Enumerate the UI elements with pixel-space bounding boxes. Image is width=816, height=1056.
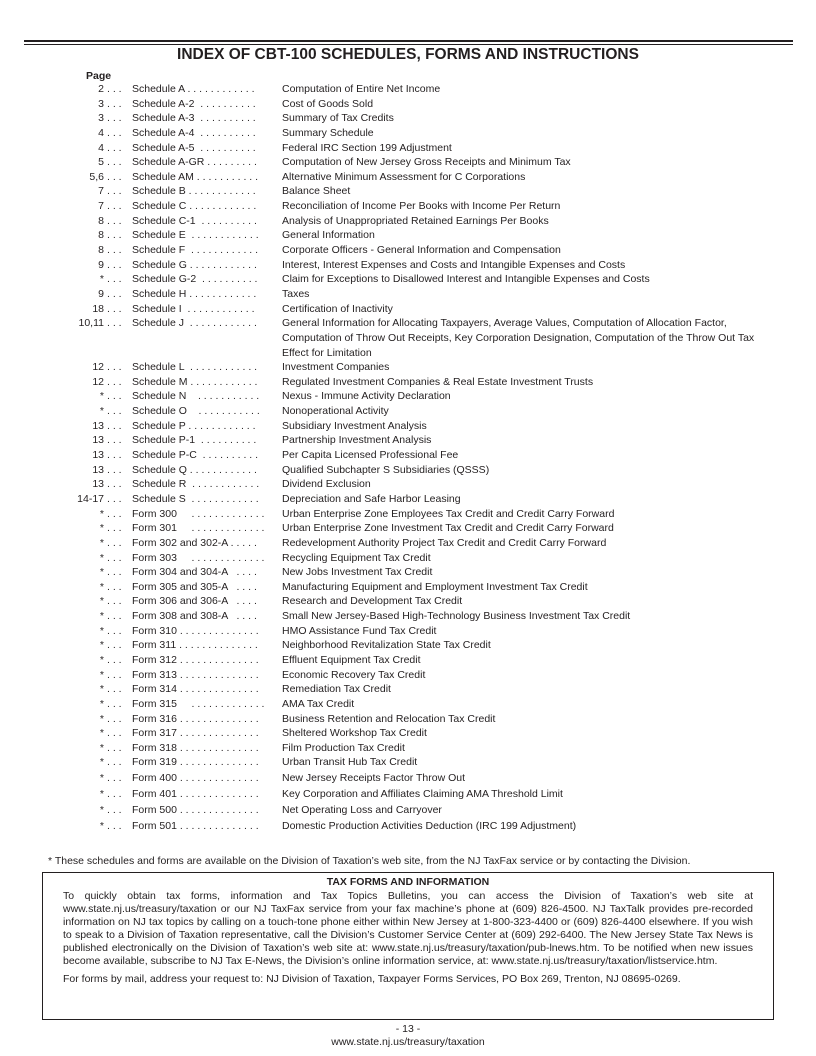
row-page: * xyxy=(99,639,104,652)
index-row xyxy=(0,82,816,97)
index-row xyxy=(0,199,816,214)
row-name: Schedule R . . . . . . . . . . . . xyxy=(132,478,260,491)
row-page: * xyxy=(99,668,104,681)
index-row xyxy=(0,448,816,463)
row-leader: . . . xyxy=(107,536,122,549)
index-row xyxy=(0,170,816,185)
row-name: Form 316 . . . . . . . . . . . . . . xyxy=(132,712,259,725)
row-description: Dividend Exclusion xyxy=(282,478,371,491)
row-name: Schedule Q . . . . . . . . . . . . xyxy=(132,463,257,476)
row-description: Urban Enterprise Zone Investment Tax Credit and Credit Carry Forward xyxy=(282,522,614,535)
row-page: 13 xyxy=(92,419,104,432)
row-description: Alternative Minimum Assessment for C Corporations xyxy=(282,170,526,183)
row-page: * xyxy=(99,803,104,816)
row-name: Schedule I . . . . . . . . . . . . xyxy=(132,302,255,315)
row-name: Schedule J . . . . . . . . . . . . xyxy=(132,317,257,330)
row-description: Cost of Goods Sold xyxy=(282,97,374,110)
row-name: Form 313 . . . . . . . . . . . . . . xyxy=(132,668,259,681)
row-name: Form 302 and 302-A . . . . . xyxy=(132,536,257,549)
row-name: Schedule C-1 . . . . . . . . . . xyxy=(132,214,257,227)
row-leader: . . . xyxy=(107,287,122,300)
row-page: * xyxy=(99,756,104,769)
footer-url: www.state.nj.us/treasury/taxation xyxy=(331,1036,485,1048)
row-name: Form 304 and 304-A . . . . xyxy=(132,566,257,579)
row-leader: . . . xyxy=(107,522,122,535)
row-leader: . . . xyxy=(107,756,122,769)
row-name: Schedule P . . . . . . . . . . . . xyxy=(132,419,256,432)
row-description: Economic Recovery Tax Credit xyxy=(282,668,426,681)
index-row xyxy=(0,433,816,448)
info-paragraph: To quickly obtain tax forms, information and Tax Topics Bulletins, you can access the Division of Taxation’s web site at www.state.nj.us/treasury/taxation or our NJ TaxFax service from your fax machine’s phone at (609) 826-4500. NJ TaxTalk provides pre-recorded information on NJ tax topics by calling on a touch-tone phone either within New Jersey at 1-800-323-4400 or (609) 826-4400 elsewhere. If you wish to speak to a Division of Taxation representative, call the Division’s Customer Service Center at (609) 292-6400. The New Jersey State Tax News is published electronically on the Division of Taxation’s web site at: www.state.nj.us/treasury/taxation/pub-lnews.htm. To be notified when new issues become available, subscribe to NJ Tax E-News, the Division’s online information service, at: www.state.nj.us/treasury/taxation/listservice.htm. xyxy=(63,890,753,968)
row-description: Certification of Inactivity xyxy=(282,302,393,315)
row-leader: . . . xyxy=(107,741,122,754)
row-description: New Jersey Receipts Factor Throw Out xyxy=(282,772,466,785)
page-number: - 13 - xyxy=(395,1023,421,1035)
index-row xyxy=(0,819,816,835)
index-row xyxy=(0,360,816,375)
row-leader: . . . xyxy=(107,405,122,418)
row-page: * xyxy=(99,788,104,801)
row-leader: . . . xyxy=(107,141,122,154)
row-leader: . . . xyxy=(107,819,122,832)
row-name: Schedule G-2 . . . . . . . . . . xyxy=(132,273,258,286)
row-name: Schedule F . . . . . . . . . . . . xyxy=(132,244,259,257)
index-row xyxy=(0,594,816,609)
row-leader: . . . xyxy=(107,185,122,198)
row-name: Schedule B . . . . . . . . . . . . xyxy=(132,185,256,198)
row-description: Research and Development Tax Credit xyxy=(282,595,463,608)
row-leader: . . . xyxy=(107,273,122,286)
row-page: 7 xyxy=(98,200,104,213)
row-name: Schedule S . . . . . . . . . . . . xyxy=(132,492,259,505)
row-page: * xyxy=(99,624,104,637)
index-row xyxy=(0,668,816,683)
row-description: Computation of New Jersey Gross Receipts and Minimum Tax xyxy=(282,156,571,169)
row-description: Corporate Officers - General Information and Compensation xyxy=(282,244,561,257)
row-name: Form 315 . . . . . . . . . . . . . xyxy=(132,697,265,710)
index-row xyxy=(0,419,816,434)
index-row xyxy=(0,258,816,273)
row-description: Urban Enterprise Zone Employees Tax Credit and Credit Carry Forward xyxy=(282,507,615,520)
index-row xyxy=(0,184,816,199)
row-page: 9 xyxy=(98,258,104,271)
index-row xyxy=(0,609,816,624)
index-row xyxy=(0,787,816,803)
row-leader: . . . xyxy=(107,610,122,623)
row-page: 13 xyxy=(92,463,104,476)
row-name: Schedule AM . . . . . . . . . . . xyxy=(132,170,259,183)
row-page: * xyxy=(99,536,104,549)
row-leader: . . . xyxy=(107,551,122,564)
info-box-title: TAX FORMS AND INFORMATION xyxy=(326,876,490,888)
index-row xyxy=(0,492,816,507)
row-leader: . . . xyxy=(107,97,122,110)
index-row xyxy=(0,214,816,229)
row-name: Schedule C . . . . . . . . . . . . xyxy=(132,200,257,213)
row-leader: . . . xyxy=(107,244,122,257)
index-row xyxy=(0,712,816,727)
index-row xyxy=(0,155,816,170)
row-leader: . . . xyxy=(107,375,122,388)
row-leader: . . . xyxy=(107,170,122,183)
row-page: * xyxy=(99,683,104,696)
page-column-header: Page xyxy=(86,70,112,82)
row-name: Form 400 . . . . . . . . . . . . . . xyxy=(132,772,259,785)
row-description: Effluent Equipment Tax Credit xyxy=(282,654,421,666)
index-row xyxy=(0,771,816,787)
row-name: Form 311 . . . . . . . . . . . . . . xyxy=(132,639,258,652)
row-name: Form 319 . . . . . . . . . . . . . . xyxy=(132,756,259,769)
row-leader: . . . xyxy=(107,803,122,816)
row-page: 12 xyxy=(92,361,104,374)
row-name: Schedule H . . . . . . . . . . . . xyxy=(132,287,257,300)
row-leader: . . . xyxy=(107,302,122,315)
row-leader: . . . xyxy=(107,258,122,271)
row-page: 13 xyxy=(92,434,104,447)
row-name: Form 312 . . . . . . . . . . . . . . xyxy=(132,654,259,666)
row-leader: . . . xyxy=(107,668,122,681)
mail-paragraph: For forms by mail, address your request to: NJ Division of Taxation, Taxpayer Forms Services, PO Box 269, Trenton, NJ 08695-0269. xyxy=(63,972,681,985)
index-row xyxy=(0,653,816,668)
row-description: General Information xyxy=(282,229,375,242)
row-name: Schedule P-C . . . . . . . . . . xyxy=(132,449,259,462)
index-row xyxy=(0,580,816,595)
row-name: Form 310 . . . . . . . . . . . . . . xyxy=(132,624,259,637)
row-name: Form 401 . . . . . . . . . . . . . . xyxy=(132,788,259,801)
row-leader: . . . xyxy=(107,492,122,505)
row-description: Reconciliation of Income Per Books with Income Per Return xyxy=(282,200,561,213)
row-description: Regulated Investment Companies & Real Estate Investment Trusts xyxy=(282,375,594,388)
footnote: * These schedules and forms are available on the Division of Taxation’s web site, from the NJ TaxFax service or by contacting the Division. xyxy=(48,855,691,867)
row-page: * xyxy=(99,727,104,740)
row-page: * xyxy=(99,273,104,286)
row-name: Form 314 . . . . . . . . . . . . . . xyxy=(132,683,259,696)
index-row xyxy=(0,404,816,419)
row-page: * xyxy=(99,819,104,832)
index-row xyxy=(0,624,816,639)
row-description: Qualified Subchapter S Subsidiaries (QSSS) xyxy=(282,463,490,476)
row-leader: . . . xyxy=(107,624,122,637)
row-name: Schedule O . . . . . . . . . . . xyxy=(132,405,260,418)
row-description: Summary of Tax Credits xyxy=(282,112,394,125)
row-leader: . . . xyxy=(107,788,122,801)
row-description: Manufacturing Equipment and Employment Investment Tax Credit xyxy=(282,580,588,593)
index-row xyxy=(0,521,816,536)
row-leader: . . . xyxy=(107,463,122,476)
row-page: * xyxy=(99,595,104,608)
row-description: Business Retention and Relocation Tax Credit xyxy=(282,712,496,725)
row-page: 9 xyxy=(98,287,104,300)
row-leader: . . . xyxy=(107,126,122,139)
row-leader: . . . xyxy=(107,712,122,725)
row-leader: . . . xyxy=(107,112,122,125)
index-row xyxy=(0,463,816,478)
row-leader: . . . xyxy=(107,639,122,652)
row-page: * xyxy=(99,551,104,564)
row-leader: . . . xyxy=(107,449,122,462)
row-description: Balance Sheet xyxy=(282,185,351,198)
row-page: 4 xyxy=(98,126,104,139)
row-name: Form 306 and 306-A . . . . xyxy=(132,595,257,608)
row-leader: . . . xyxy=(107,361,122,374)
row-description: Domestic Production Activities Deduction (IRC 199 Adjustment) xyxy=(282,819,577,832)
row-description: Net Operating Loss and Carryover xyxy=(282,803,442,816)
row-description: AMA Tax Credit xyxy=(282,697,355,710)
row-page: 3 xyxy=(98,112,104,125)
row-page: 14-17 xyxy=(77,492,104,505)
row-leader: . . . xyxy=(107,317,122,330)
row-page: 3 xyxy=(98,97,104,110)
row-leader: . . . xyxy=(107,390,122,403)
row-name: Schedule E . . . . . . . . . . . . xyxy=(132,229,259,242)
row-description: Key Corporation and Affiliates Claiming AMA Threshold Limit xyxy=(282,788,563,801)
row-description: Analysis of Unappropriated Retained Earnings Per Books xyxy=(282,214,549,227)
row-name: Schedule L . . . . . . . . . . . . xyxy=(132,361,258,374)
row-page: * xyxy=(99,566,104,579)
row-description: Small New Jersey-Based High-Technology Business Investment Tax Credit xyxy=(282,610,631,623)
row-description: Summary Schedule xyxy=(282,126,374,139)
row-leader: . . . xyxy=(107,683,122,696)
row-page: 5,6 xyxy=(89,170,104,183)
row-leader: . . . xyxy=(107,214,122,227)
row-leader: . . . xyxy=(107,580,122,593)
row-page: 8 xyxy=(98,229,104,242)
index-row xyxy=(0,228,816,243)
page-title: INDEX OF CBT-100 SCHEDULES, FORMS AND INSTRUCTIONS xyxy=(177,46,639,63)
row-page: * xyxy=(99,654,104,666)
index-row xyxy=(0,477,816,492)
row-description: Taxes xyxy=(282,287,310,300)
row-description: HMO Assistance Fund Tax Credit xyxy=(282,624,437,637)
row-leader: . . . xyxy=(107,83,122,95)
row-name: Schedule P-1 . . . . . . . . . . xyxy=(132,434,257,447)
index-row xyxy=(0,755,816,771)
row-leader: . . . xyxy=(107,566,122,579)
row-page: 8 xyxy=(98,244,104,257)
index-row xyxy=(0,316,816,360)
index-row xyxy=(0,551,816,566)
row-description: Per Capita Licensed Professional Fee xyxy=(282,449,459,462)
row-name: Schedule N . . . . . . . . . . . xyxy=(132,390,260,403)
row-page: * xyxy=(99,522,104,535)
row-name: Form 303 . . . . . . . . . . . . . xyxy=(132,551,265,564)
row-name: Schedule A-2 . . . . . . . . . . xyxy=(132,97,256,110)
row-leader: . . . xyxy=(107,434,122,447)
row-page: * xyxy=(99,741,104,754)
index-row xyxy=(0,287,816,302)
index-row xyxy=(0,565,816,580)
row-leader: . . . xyxy=(107,200,122,213)
row-page: 10,11 xyxy=(78,317,104,330)
row-name: Schedule A-GR . . . . . . . . . xyxy=(132,156,257,169)
row-page: * xyxy=(99,610,104,623)
row-page: * xyxy=(99,580,104,593)
row-page: 5 xyxy=(98,156,104,169)
row-page: * xyxy=(99,507,104,520)
index-row xyxy=(0,682,816,697)
index-row xyxy=(0,389,816,404)
row-page: * xyxy=(99,405,104,418)
index-list xyxy=(0,82,816,834)
row-name: Form 300 . . . . . . . . . . . . . xyxy=(132,507,265,520)
row-leader: . . . xyxy=(107,229,122,242)
index-row xyxy=(0,272,816,287)
row-name: Form 308 and 308-A . . . . xyxy=(132,610,257,623)
row-leader: . . . xyxy=(107,595,122,608)
row-leader: . . . xyxy=(107,478,122,491)
row-leader: . . . xyxy=(107,156,122,169)
row-name: Form 501 . . . . . . . . . . . . . . xyxy=(132,819,259,832)
row-description: Subsidiary Investment Analysis xyxy=(282,419,427,432)
info-box-body xyxy=(43,890,773,986)
row-description: Interest, Interest Expenses and Costs and Intangible Expenses and Costs xyxy=(282,258,626,271)
row-description: Film Production Tax Credit xyxy=(282,741,405,754)
row-description: Sheltered Workshop Tax Credit xyxy=(282,727,427,740)
top-rule-2 xyxy=(24,44,793,45)
row-name: Form 317 . . . . . . . . . . . . . . xyxy=(132,727,259,740)
top-rule-1 xyxy=(24,40,793,42)
row-name: Form 305 and 305-A . . . . xyxy=(132,580,257,593)
row-description: Remediation Tax Credit xyxy=(282,683,391,696)
row-description: Recycling Equipment Tax Credit xyxy=(282,551,431,564)
row-page: 8 xyxy=(98,214,104,227)
row-leader: . . . xyxy=(107,507,122,520)
row-description: Nexus - Immune Activity Declaration xyxy=(282,390,451,403)
row-page: 7 xyxy=(98,185,104,198)
row-name: Schedule G . . . . . . . . . . . . xyxy=(132,258,257,271)
row-name: Schedule A . . . . . . . . . . . . xyxy=(132,83,255,95)
index-row xyxy=(0,126,816,141)
row-description: Federal IRC Section 199 Adjustment xyxy=(282,141,452,154)
row-description: Redevelopment Authority Project Tax Credit and Credit Carry Forward xyxy=(282,536,607,549)
row-description: Partnership Investment Analysis xyxy=(282,434,432,447)
row-description: Computation of Entire Net Income xyxy=(282,83,441,95)
row-name: Form 500 . . . . . . . . . . . . . . xyxy=(132,803,259,816)
index-row xyxy=(0,741,816,756)
row-page: * xyxy=(99,772,104,785)
row-description: Claim for Exceptions to Disallowed Interest and Intangible Expenses and Costs xyxy=(282,273,650,286)
index-row xyxy=(0,141,816,156)
row-name: Schedule A-5 . . . . . . . . . . xyxy=(132,141,256,154)
row-page: 18 xyxy=(92,302,104,315)
index-row xyxy=(0,726,816,741)
tax-forms-info-box xyxy=(42,872,774,1020)
row-page: 12 xyxy=(92,375,104,388)
index-row xyxy=(0,243,816,258)
row-leader: . . . xyxy=(107,654,122,666)
row-name: Schedule M . . . . . . . . . . . . xyxy=(132,375,258,388)
row-page: 2 xyxy=(98,83,104,95)
row-description: New Jobs Investment Tax Credit xyxy=(282,566,433,579)
row-leader: . . . xyxy=(107,419,122,432)
row-leader: . . . xyxy=(107,772,122,785)
index-row xyxy=(0,697,816,712)
index-row xyxy=(0,536,816,551)
row-description: General Information for Allocating Taxpayers, Average Values, Computation of Allocation Factor, Computation of Throw Out Receipts, Key Corporation Designation, Computation of the Throw Out Tax Effect for Limitation xyxy=(282,317,755,359)
row-leader: . . . xyxy=(107,697,122,710)
row-leader: . . . xyxy=(107,727,122,740)
row-name: Form 318 . . . . . . . . . . . . . . xyxy=(132,741,259,754)
row-page: * xyxy=(99,697,104,710)
row-description: Nonoperational Activity xyxy=(282,405,389,418)
index-row xyxy=(0,507,816,522)
row-name: Form 301 . . . . . . . . . . . . . xyxy=(132,522,265,535)
row-description: Investment Companies xyxy=(282,361,390,374)
row-page: 13 xyxy=(92,478,104,491)
index-row xyxy=(0,803,816,819)
row-description: Urban Transit Hub Tax Credit xyxy=(282,756,418,769)
index-row xyxy=(0,638,816,653)
row-description: Neighborhood Revitalization State Tax Credit xyxy=(282,639,491,652)
row-description: Depreciation and Safe Harbor Leasing xyxy=(282,492,461,505)
index-row xyxy=(0,302,816,317)
row-page: 13 xyxy=(92,449,104,462)
row-page: * xyxy=(99,390,104,403)
row-page: 4 xyxy=(98,141,104,154)
row-name: Schedule A-3 . . . . . . . . . . xyxy=(132,112,256,125)
index-row xyxy=(0,97,816,112)
row-page: * xyxy=(99,712,104,725)
index-row xyxy=(0,375,816,390)
index-row xyxy=(0,111,816,126)
row-name: Schedule A-4 . . . . . . . . . . xyxy=(132,126,256,139)
